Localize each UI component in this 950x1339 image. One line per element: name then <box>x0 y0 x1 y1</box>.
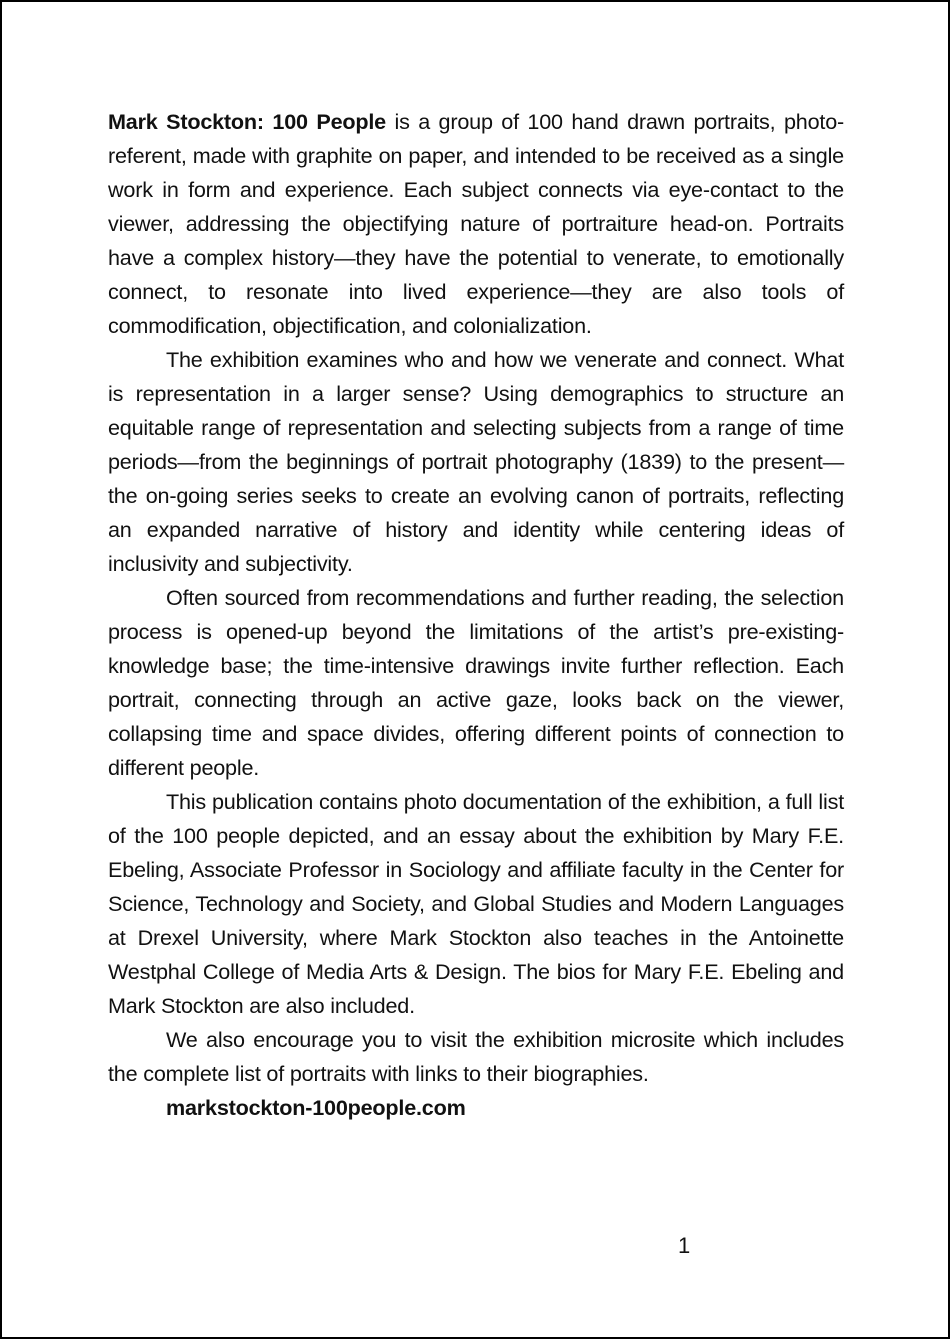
paragraph-text: We also encourage you to visit the exhibition microsite which includes the complete list of portraits with links to their biographies. <box>108 1027 844 1086</box>
paragraph-exhibition <box>108 343 844 581</box>
paragraph-microsite <box>108 1023 844 1125</box>
paragraph-publication <box>108 785 844 1023</box>
paragraph-text: This publication contains photo documentation of the exhibition, a full list of the 100 people depicted, and an essay about the exhibition by Mary F.E. Ebeling, Associate Professor in Sociology and affiliate faculty in the Center for Science, Technology and Society, and Global Studies and Modern Languages at Drexel University, where Mark Stockton also teaches in the Antoinette Westphal College of Media Arts & Design. The bios for Mary F.E. Ebeling and Mark Stockton are also included. <box>108 789 844 1018</box>
microsite-url-link[interactable]: markstockton-100people.com <box>166 1095 466 1120</box>
exhibition-title: Mark Stockton: 100 People <box>108 109 386 134</box>
body-text <box>108 105 844 1125</box>
paragraph-text: Often sourced from recommendations and further reading, the selection process is opened-up beyond the limitations of the artist’s pre-existing-knowledge base; the time-intensive drawings invite further reflection. Each portrait, connecting through an active gaze, looks back on the viewer, collapsing time and space divides, offering different points of connection to different people. <box>108 585 844 780</box>
paragraph-text: The exhibition examines who and how we venerate and connect. What is representation in a larger sense? Using demographics to structure an equitable range of representation and selecting subjects from a range of time periods—from the beginnings of portrait photography (1839) to the present—the on-going series seeks to create an evolving canon of portraits, reflecting an expanded narrative of history and identity while centering ideas of inclusivity and subjectivity. <box>108 347 844 576</box>
paragraph-text: is a group of 100 hand drawn portraits, photo-referent, made with graphite on paper, and intended to be received as a single work in form and experience. Each subject connects via eye-contact to the viewer, addressing the objectifying nature of portraiture head-on. Portraits have a complex history—they have the potential to venerate, to emotionally connect, to resonate into lived experience—they are also tools of commodification, objectification, and colonialization. <box>108 109 844 338</box>
page-number: 1 <box>678 1233 691 1258</box>
paragraph-intro <box>108 105 844 343</box>
paragraph-selection <box>108 581 844 785</box>
